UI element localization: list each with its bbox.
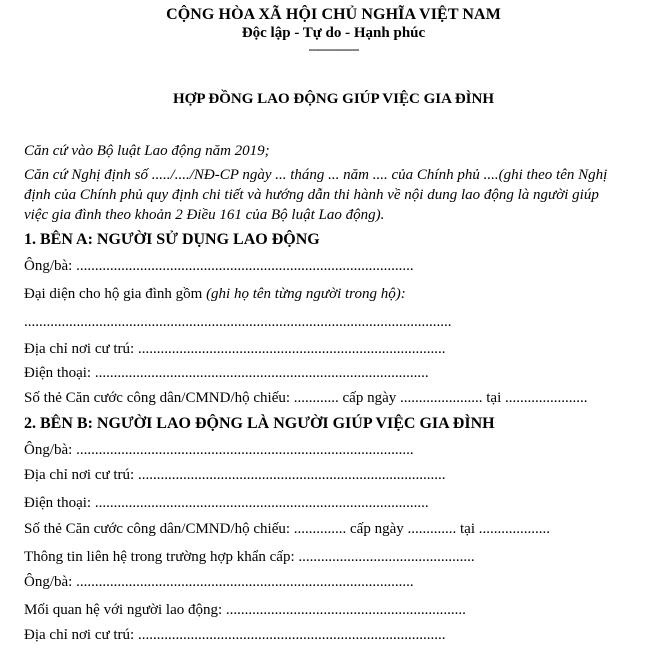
party-a-heading: 1. BÊN A: NGƯỜI SỬ DỤNG LAO ĐỘNG: [24, 231, 320, 248]
party-b-heading: 2. BÊN B: NGƯỜI LAO ĐỘNG LÀ NGƯỜI GIÚP VIỆC GIA ĐÌNH: [24, 415, 495, 432]
representative-label: Đại diện cho hộ gia đình gồm: [24, 286, 207, 302]
national-motto: Độc lập - Tự do - Hạnh phúc: [241, 25, 426, 41]
party-a-id-card-field: Số thẻ Căn cước công dân/CMND/hộ chiếu: ............ cấp ngày ...................... tại ......................: [24, 390, 588, 406]
party-b-id-card-field: Số thẻ Căn cước công dân/CMND/hộ chiếu: .............. cấp ngày ............. tại ...................: [24, 521, 550, 537]
party-b-address-field: Địa chỉ nơi cư trú: ..................................................................................: [24, 467, 446, 483]
emergency-address-field: Địa chỉ nơi cư trú: ..................................................................................: [24, 627, 446, 643]
relationship-field: Mối quan hệ với người lao động: ................................................................: [24, 602, 466, 618]
party-a-name-field: Ông/bà: ..........................................................................................: [24, 258, 414, 274]
party-b-name-field: Ông/bà: ..........................................................................................: [24, 442, 414, 458]
legal-basis-2-line-2: định của Chính phủ quy định chi tiết và hướng dẫn thi hành về nội dung lao động là người giúp: [24, 187, 599, 203]
legal-basis-1: Căn cứ vào Bộ luật Lao động năm 2019;: [24, 143, 270, 159]
emergency-name-field: Ông/bà: ..........................................................................................: [24, 574, 414, 590]
legal-basis-2-line-1: Căn cứ Nghị định số ...../..../NĐ-CP ngày ... tháng ... năm .... của Chính phủ ....(ghi theo tên Nghị: [24, 167, 608, 183]
legal-basis-2-line-3: việc gia đình theo khoản 2 Điều 161 của Bộ luật Lao động).: [24, 207, 385, 223]
party-a-representative-line: ..................................................................................................................: [24, 314, 452, 330]
header-separator: ---------------: [308, 41, 359, 56]
party-b-phone-field: Điện thoại: .........................................................................................: [24, 495, 429, 511]
country-name: CỘNG HÒA XÃ HỘI CHỦ NGHĨA VIỆT NAM: [166, 6, 501, 23]
party-a-representative-field: [24, 286, 406, 303]
party-a-phone-field: Điện thoại: .........................................................................................: [24, 365, 429, 381]
representative-note: (ghi họ tên từng người trong hộ):: [206, 286, 406, 302]
emergency-contact-field: Thông tin liên hệ trong trường hợp khẩn cấp: ...............................................: [24, 549, 475, 565]
party-a-address-field: Địa chỉ nơi cư trú: ..................................................................................: [24, 341, 446, 357]
document-title: HỢP ĐỒNG LAO ĐỘNG GIÚP VIỆC GIA ĐÌNH: [172, 91, 494, 107]
